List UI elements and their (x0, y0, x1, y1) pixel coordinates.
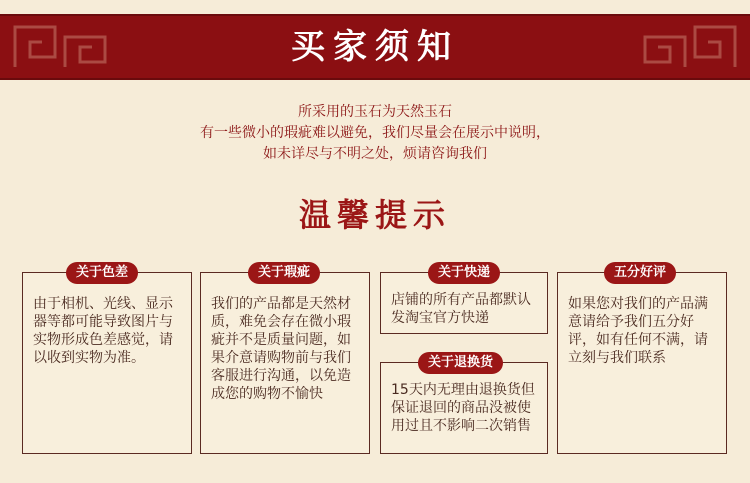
tag-returns: 关于退换货 (418, 352, 503, 374)
notice-line-2: 有一些微小的瑕疵难以避免，我们尽量会在展示中说明， (200, 125, 550, 141)
tag-color-difference: 关于色差 (66, 262, 138, 284)
tips-title: 温馨提示 (298, 196, 451, 234)
card-returns (380, 362, 548, 454)
notice-line-3: 如未详尽与不明之处，烦请咨询我们 (263, 146, 487, 162)
card-flaws (200, 272, 370, 454)
notice-line-1: 所采用的玉石为天然玉石 (298, 104, 452, 120)
card-text: 如果您对我们的产品满意请给予我们五分好评，如有任何不满，请立刻与我们联系 (568, 296, 708, 366)
banner-title: 买家须知 (291, 27, 459, 67)
tag-good-review: 五分好评 (604, 262, 676, 284)
header-banner (0, 14, 750, 80)
card-text: 由于相机、光线、显示器等都可能导致图片与实物形成色差感觉，请以收到实物为准。 (33, 296, 173, 366)
card-text: 我们的产品都是天然材质，难免会存在微小瑕疵并不是质量问题，如果介意请购物前与我们客服进行沟通，以免造成您的购物不愉快 (211, 296, 351, 402)
card-text: 15天内无理由退换货但保证退回的商品没被使用过且不影响二次销售 (391, 382, 535, 434)
card-text: 店铺的所有产品都默认发淘宝官方快递 (391, 292, 531, 326)
card-color-difference (22, 272, 192, 454)
tag-delivery: 关于快递 (428, 262, 500, 284)
tag-flaws: 关于瑕疵 (248, 262, 320, 284)
card-good-review (557, 272, 727, 454)
